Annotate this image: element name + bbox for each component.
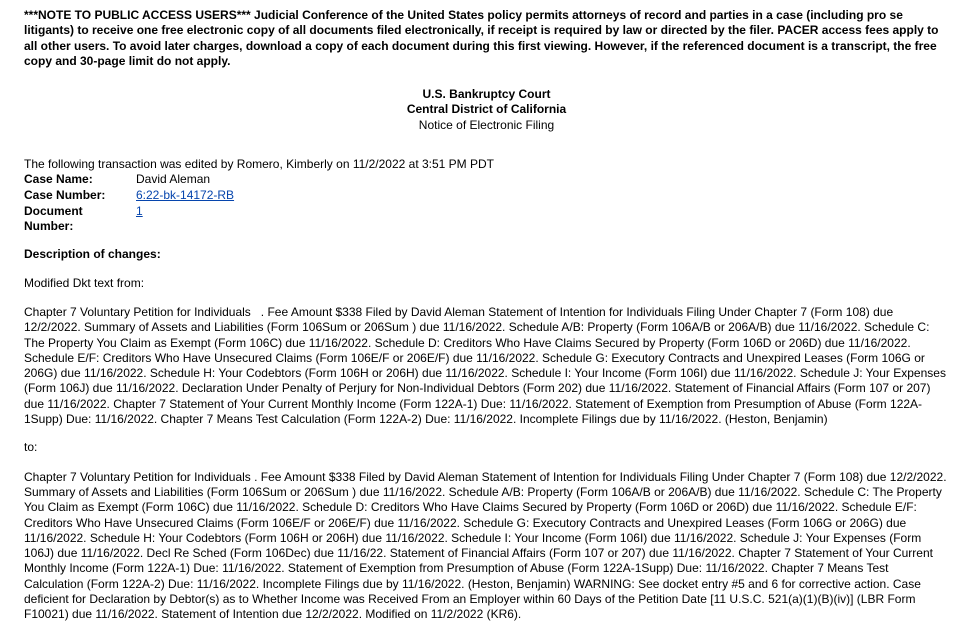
court-district: Central District of California bbox=[406, 102, 567, 117]
description-label: Description of changes: bbox=[24, 247, 161, 262]
case-number-link[interactable]: 6:22-bk-14172-RB bbox=[136, 188, 235, 203]
to-label: to: bbox=[24, 440, 38, 455]
public-access-notice: ***NOTE TO PUBLIC ACCESS USERS*** Judicial Conference of the United States policy permits attorneys of record and parties in a case (including pro se litigants) to receive one free electronic copy of all documents filed electronically, if receipt is required by law or directed by the filer. PACER access fees apply to all other users. To avoid later charges, download a copy of each document during this first viewing. However, if the referenced document is a transcript, the free copy and 30-page limit do not apply. bbox=[24, 8, 939, 68]
modified-from-label: Modified Dkt text from: bbox=[24, 275, 145, 290]
edited-line: The following transaction was edited by Romero, Kimberly on 11/2/2022 at 3:51 PM PDT bbox=[24, 157, 495, 172]
document-number-link[interactable]: 1 bbox=[136, 204, 143, 219]
case-name-value: David Aleman bbox=[136, 172, 211, 187]
new-docket-text: Chapter 7 Voluntary Petition for Individuals . Fee Amount $338 Filed by David Aleman Statement of Intention for Individuals Filing Under Chapter 7 (Form 108) due 12/2/2022. Summary of Assets and Liabilities (Form 106Sum or 206Sum ) due 11/16/2022. Schedule A/B: Property (Form 106A/B or 206A/B) due 11/16/2022. Schedule C: The Property You Claim as Exempt (Form 106C) due 11/16/2022. Schedule D: Creditors Who Have Claims Secured by Property (Form 106D or 206D) due 11/16/2022. Schedule E/F: Creditors Who Have Unsecured Claims (Form 106E/F or 206E/F) due 11/16/2022. Schedule G: Executory Contracts and Unexpired Leases (Form 106G or 206G) due 11/16/2022. Schedule H: Your Codebtors (Form 106H or 206H) due 11/16/2022. Schedule I: Your Income (Form 106I) due 11/16/2022. Schedule J: Your Expenses (Form 106J) due 11/16/2022. Decl Re Sched (Form 106Dec) due 11/16/22. Statement of Financial Affairs (Form 107 or 207) due 11/16/2022. Chapter 7 Statement of Your Current Monthly Income (Form 122A-1) Due: 11/16/2022. Statement of Exemption from Presumption of Abuse (Form 122A-1Supp) Due: 11/16/2022. Chapter 7 Means Test Calculation (Form 122A-2) Due: 11/16/2022. Incomplete Filings due by 11/16/2022. (Heston, Benjamin) WARNING: See docket entry #5 and 6 for corrective action. Case deficient for Declaration by Debtor(s) as to Whether Income was Received From an Employer within 60 Days of the Petition Date [11 U.S.C. 521(a)(1)(B)(iv)] (LBR Form F10021) due 11/16/2022. Statement of Intention due 12/2/2022. Modified on 11/2/2022 (KR6). bbox=[24, 469, 947, 622]
case-name-row bbox=[24, 172, 236, 188]
case-number-label: Case Number: bbox=[24, 188, 106, 203]
document-number-row bbox=[24, 204, 236, 235]
document-number-label: Document Number: bbox=[24, 204, 83, 234]
court-name: U.S. Bankruptcy Court bbox=[422, 87, 551, 102]
case-info-table bbox=[24, 172, 236, 235]
case-name-label: Case Name: bbox=[24, 172, 93, 187]
document-subtitle: Notice of Electronic Filing bbox=[418, 117, 555, 132]
old-docket-text: Chapter 7 Voluntary Petition for Individuals . Fee Amount $338 Filed by David Aleman Statement of Intention for Individuals Filing Under Chapter 7 (Form 108) due 12/2/2022. Summary of Assets and Liabilities (Form 106Sum or 206Sum ) due 11/16/2022. Schedule A/B: Property (Form 106A/B or 206A/B) due 11/16/2022. Schedule C: The Property You Claim as Exempt (Form 106C) due 11/16/2022. Schedule D: Creditors Who Have Claims Secured by Property (Form 106D or 206D) due 11/16/2022. Schedule E/F: Creditors Who Have Unsecured Claims (Form 106E/F or 206E/F) due 11/16/2022. Schedule G: Executory Contracts and Unexpired Leases (Form 106G or 206G) due 11/16/2022. Schedule H: Your Codebtors (Form 106H or 206H) due 11/16/2022. Schedule I: Your Income (Form 106I) due 11/16/2022. Schedule J: Your Expenses (Form 106J) due 11/16/2022. Declaration Under Penalty of Perjury for Non-Individual Debtors (Form 202) due 11/16/2022. Statement of Financial Affairs (Form 107 or 207) due 11/16/2022. Chapter 7 Statement of Your Current Monthly Income (Form 122A-1) Due: 11/16/2022. Statement of Exemption from Presumption of Abuse (Form 122A-1Supp) Due: 11/16/2022. Chapter 7 Means Test Calculation (Form 122A-2) Due: 11/16/2022. Incomplete Filings due by 11/16/2022. (Heston, Benjamin) bbox=[24, 304, 950, 427]
case-number-row bbox=[24, 188, 236, 204]
court-header bbox=[24, 87, 949, 133]
